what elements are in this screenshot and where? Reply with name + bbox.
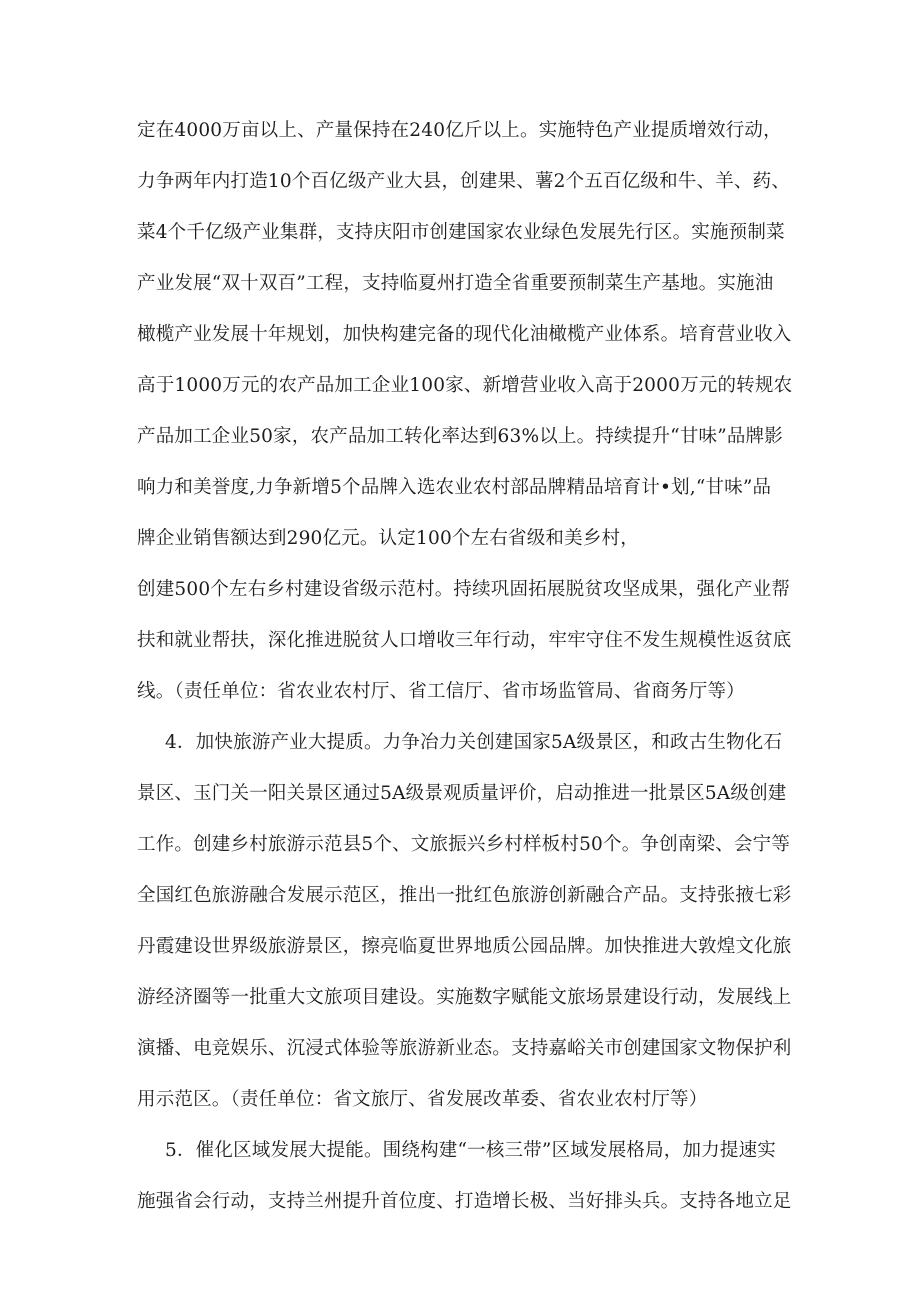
text-line-14: 景区、玉门关一阳关景区通过5A级景观质量评价，启动推进一批景区5A级创建: [137, 783, 787, 804]
text-line-17: 丹霞建设世界级旅游景区，擦亮临夏世界地质公园品牌。加快推进大敦煌文化旅: [137, 936, 792, 957]
text-line-19: 演播、电竞娱乐、沉浸式体验等旅游新业态。支持嘉峪关市创建国家文物保护利: [137, 1038, 792, 1059]
text-line-20: 用示范区。（责任单位：省文旅厅、省发展改革委、省农业农村厅等）: [137, 1089, 708, 1110]
text-line-2: 力争两年内打造10个百亿级产业大县，创建果、薯2个五百亿级和牛、羊、药、: [137, 171, 791, 192]
text-line-9: 牌企业销售额达到290亿元。认定100个左右省级和美乡村，: [137, 528, 639, 549]
text-line-3: 菜4个千亿级产业集群，支持庆阳市创建国家农业绿色发展先行区。实施预制菜: [137, 222, 785, 243]
text-line-18: 游经济圈等一批重大文旅项目建设。实施数字赋能文旅场景建设行动，发展线上: [137, 987, 792, 1008]
text-line-5: 橄榄产业发展十年规划，加快构建完备的现代化油橄榄产业体系。培育营业收入: [137, 324, 792, 345]
text-line-10: 创建500个左右乡村建设省级示范村。持续巩固拓展脱贫攻坚成果，强化产业帮: [137, 579, 791, 600]
text-line-6: 高于1000万元的农产品加工企业100家、新增营业收入高于2000万元的转规农: [137, 375, 793, 396]
text-line-7: 产品加工企业50家，农产品加工转化率达到63%以上。持续提升“甘味”品牌影: [137, 426, 783, 447]
text-line-1: 定在4000万亩以上、产量保持在240亿斤以上。实施特色产业提质增效行动，: [137, 120, 782, 141]
text-line-4: 产业发展“双十双百”工程，支持临夏州打造全省重要预制菜生产基地。实施油: [137, 273, 774, 294]
text-line-13: 4．加快旅游产业大提质。力争冶力关创建国家5A级景区，和政古生物化石: [165, 732, 783, 753]
text-line-11: 扶和就业帮扶，深化推进脱贫人口增收三年行动，牢牢守住不发生规模性返贫底: [137, 630, 792, 651]
text-line-12: 线。（责任单位：省农业农村厅、省工信厅、省市场监管局、省商务厅等）: [137, 681, 745, 702]
text-line-8: 响力和美誉度,力争新增5个品牌入选农业农村部品牌精品培育计•划,“甘味”品: [137, 477, 772, 498]
text-line-21: 5．催化区域发展大提能。围绕构建“一核三带”区域发展格局，加力提速实: [165, 1140, 776, 1161]
text-line-16: 全国红色旅游融合发展示范区，推出一批红色旅游创新融合产品。支持张掖七彩: [137, 885, 792, 906]
text-line-22: 施强省会行动，支持兰州提升首位度、打造增长极、当好排头兵。支持各地立足: [137, 1191, 792, 1212]
text-line-15: 工作。创建乡村旅游示范县5个、文旅振兴乡村样板村50个。争创南梁、会宁等: [137, 834, 791, 855]
